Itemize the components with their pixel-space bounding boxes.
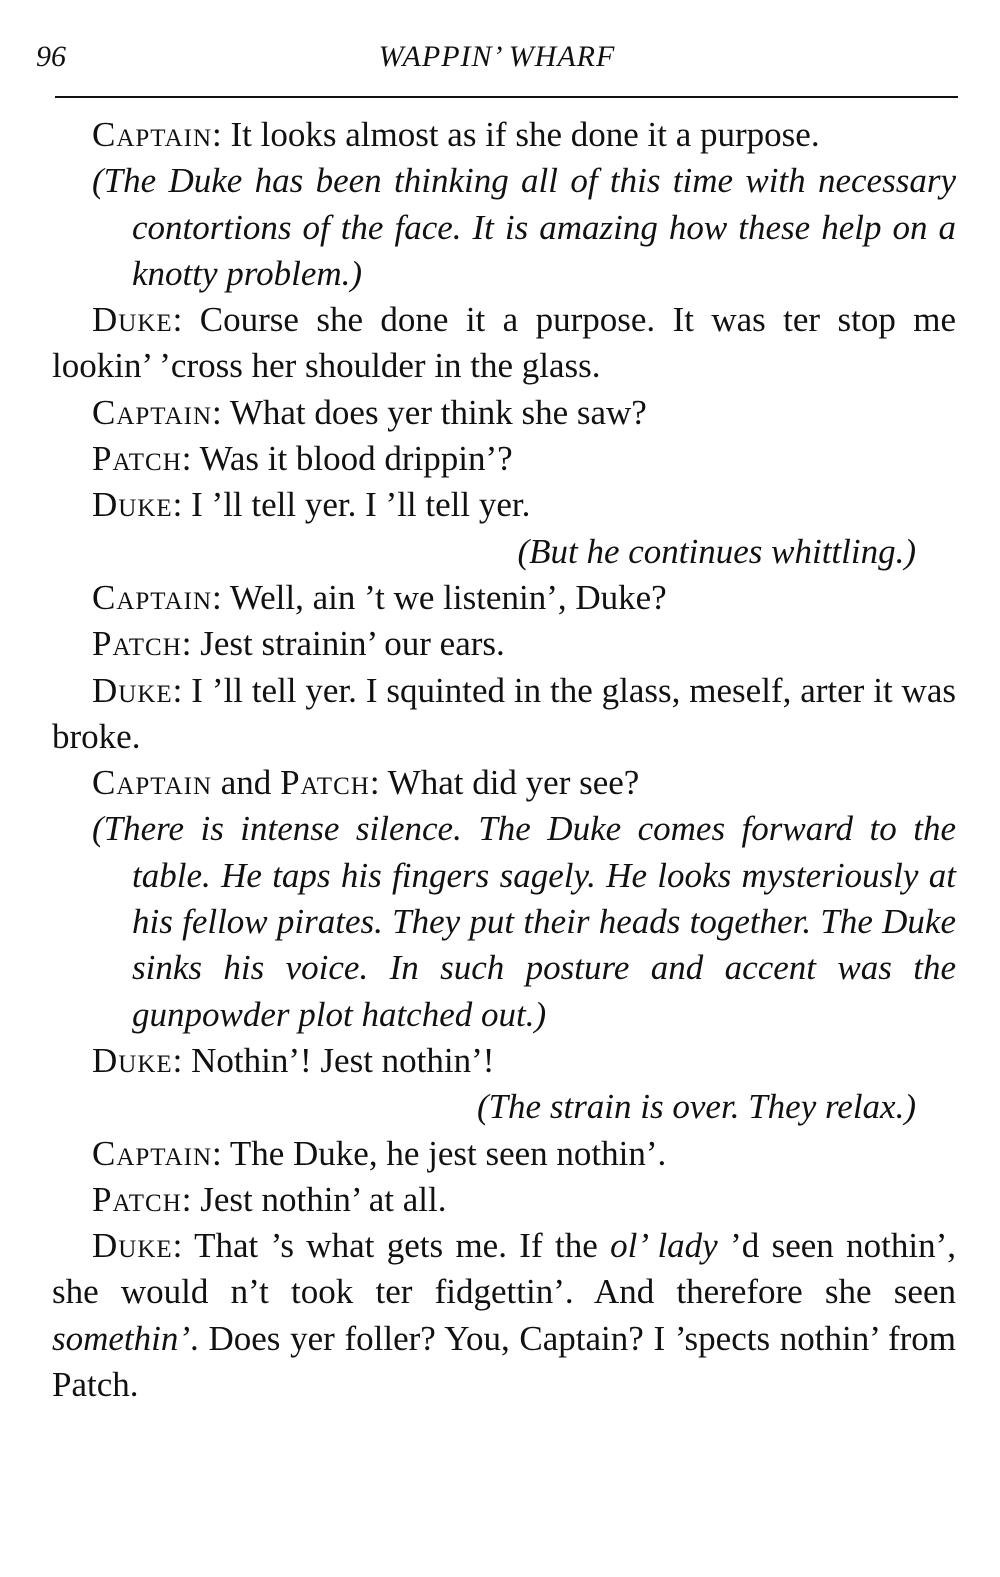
stage-direction: (The strain is over. They relax.): [476, 1087, 916, 1127]
speech-line: Captain: It looks almost as if she done it a purpose.: [92, 115, 820, 154]
speech-text: What did yer see?: [387, 763, 640, 803]
speech-line: Duke: I ’ll tell yer. I squinted in the glass, meself, arter it was broke.: [52, 670, 956, 756]
speech-text: Course she done it a purpose. It was ter stop me lookin’ ’cross her shoulder in the glass.: [52, 300, 956, 386]
speech-text: Jest strainin’ our ears.: [200, 624, 505, 664]
speaker-name: Duke: [92, 670, 173, 710]
speaker-name: Duke: [92, 300, 173, 340]
speech-line: Captain: The Duke, he jest seen nothin’.: [92, 1133, 667, 1173]
page-body: [52, 112, 956, 1408]
running-title: WAPPIN’ WHARF: [378, 40, 616, 73]
speaker-conjunction: and: [220, 763, 272, 803]
speech-text: ’d seen nothin’, she would n’t took ter fidgettin’. And therefore she seen: [52, 1226, 956, 1312]
speech-line: Patch: Was it blood drippin’?: [92, 439, 513, 479]
header-rule: [55, 96, 958, 98]
speech-text: I ’ll tell yer. I squinted in the glass, meself, arter it was broke.: [52, 670, 956, 756]
speech-line: Captain: What does yer think she saw?: [92, 392, 647, 432]
emphasis-text: somethin’: [52, 1318, 191, 1358]
speech-text: Jest nothin’ at all.: [200, 1179, 447, 1219]
speaker-name: Captain: [92, 577, 213, 617]
speech-text: Well, ain ’t we listenin’, Duke?: [229, 577, 667, 617]
stage-direction: (There is intense silence. The Duke comes forward to the table. He taps his fingers sagely. He looks mysteriously at his fellow pirates. They put their heads together. The Duke sinks his voice. In such posture and accent was the gunpowder plot hatched out.): [92, 809, 956, 1034]
speech-line: Patch: Jest nothin’ at all.: [92, 1179, 447, 1219]
speech-line: Patch: Jest strainin’ our ears.: [92, 624, 505, 664]
speech-text: That ’s what gets me. If the: [194, 1226, 598, 1266]
speech-line: Captain: Well, ain ’t we listenin’, Duke?: [92, 577, 667, 617]
speech-line: Captain and Patch: What did yer see?: [92, 763, 640, 803]
speech-line: Duke: That ’s what gets me. If the ol’ lady ’d seen nothin’, she would n’t took ter fidgettin’. And therefore she seen somethin’. Does yer foller? You, Captain? I ’spects nothin’ from Patch.: [52, 1226, 956, 1405]
speech-text: Nothin’! Jest nothin’!: [191, 1040, 495, 1080]
speaker-name: Patch: [92, 439, 182, 479]
page-header: [36, 40, 958, 90]
speech-line: Duke: Nothin’! Jest nothin’!: [92, 1040, 495, 1080]
speaker-name: Captain: [92, 1133, 213, 1173]
speech-line: Duke: Course she done it a purpose. It was ter stop me lookin’ ’cross her shoulder in the glass.: [52, 300, 956, 386]
speaker-name: Captain: [92, 763, 213, 803]
speaker-name: Patch: [280, 763, 370, 803]
speaker-name: Duke: [92, 1226, 173, 1266]
emphasis-text: ol’ lady: [610, 1226, 718, 1266]
speaker-name: Patch: [92, 1179, 182, 1219]
speech-text: What does yer think she saw?: [229, 392, 647, 432]
speech-text: I ’ll tell yer. I ’ll tell yer.: [191, 485, 531, 525]
speech-text: Was it blood drippin’?: [199, 439, 513, 479]
speaker-name: Captain: [92, 115, 213, 154]
stage-direction: (The Duke has been thinking all of this time with necessary contortions of the face. It is amazing how these help on a knotty problem.): [92, 161, 956, 293]
speech-text: The Duke, he jest seen nothin’.: [229, 1133, 667, 1173]
speaker-name: Duke: [92, 1040, 173, 1080]
speaker-name: Captain: [92, 392, 213, 432]
speech-text: It looks almost as if she done it a purpose.: [230, 115, 820, 154]
speech-text: . Does yer foller? You, Captain? I ’spects nothin’ from Patch.: [52, 1318, 956, 1405]
page-number: 96: [36, 40, 66, 73]
speaker-name: Patch: [92, 624, 182, 664]
speaker-name: Duke: [92, 485, 173, 525]
stage-direction: (But he continues whittling.): [517, 531, 916, 571]
speech-line: Duke: I ’ll tell yer. I ’ll tell yer.: [92, 485, 531, 525]
